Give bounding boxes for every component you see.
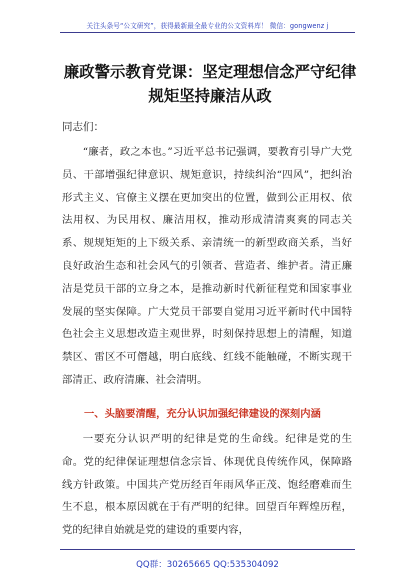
body-paragraph-2: 一要充分认识严明的纪律是党的生命线。纪律是党的生命。党的纪律保证理想信念宗旨、体现优良传统作风，保障路线方针政策。中国共产党历经百年雨风华正茂、饱经磨难而生生不息，根本原因就在于有严明的纪律。回望百年辉煌历程，党的纪律自始就是党的建设的重要内容， <box>62 433 352 537</box>
section-heading-1: 一、头脑要清醒，充分认识加强纪律建设的深刻内涵 <box>84 408 321 420</box>
page-header <box>60 8 355 33</box>
salutation: 同志们： <box>62 121 104 133</box>
page-footer <box>60 549 355 571</box>
body-paragraph-1: “廉者，政之本也。”习近平总书记强调，要教育引导广大党员、干部增强纪律意识、规矩意识，持续纠治“四风”，把纠治形式主义、官僚主义摆在更加突出的位置，做到公正用权、依法用权、为民用权、廉洁用权，推动形成清清爽爽的同志关系、规规矩矩的上下级关系、亲清统一的新型政商关系，当好良好政治生态和社会风气的引领者、营造者、维护者。清正廉洁是党员干部的立身之本，是推动新时代新征程党和国家事业发展的坚实保障。广大党员干部要自觉用习近平新时代中国特色社会主义思想改造主观世界，时刻保持思想上的清醒，知道禁区、雷区不可僭越，明白底线、红线不能触碰，不断实现干部清正、政府清廉、社会清明。 <box>62 146 352 386</box>
document-title: 廉政警示教育党课：坚定理想信念严守纪律规矩坚持廉洁从政 <box>63 63 357 105</box>
footer-contact-text: QQ群：30265665 QQ:535304092 <box>136 560 279 570</box>
header-banner-text: 关注头条号“公文研究”，获得最新最全最专业的公文资料库！ 微信：gongwenz j <box>86 22 329 30</box>
